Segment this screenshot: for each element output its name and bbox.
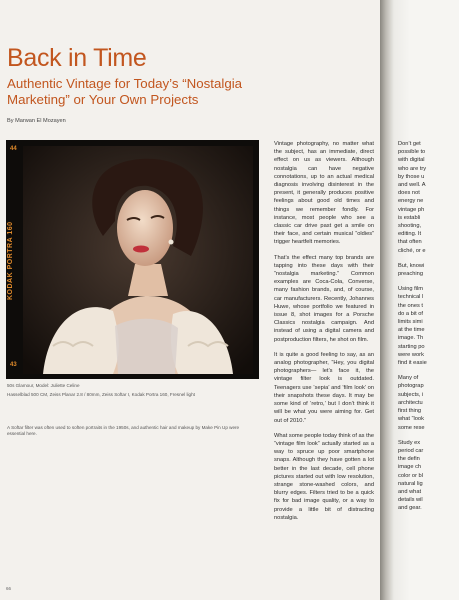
- next-page-line: Many of: [398, 375, 419, 382]
- next-page-line: and well. A: [398, 182, 426, 189]
- next-page-paragraph: [398, 262, 459, 278]
- next-page-line: some rese: [398, 424, 425, 431]
- next-page-line: cliché, or e: [398, 247, 426, 254]
- article-byline: By Marwan El Mozayen: [7, 118, 66, 124]
- next-page-line: Using film: [398, 286, 423, 293]
- next-page-line: the ones t: [398, 302, 423, 309]
- next-page-line: what “look: [398, 416, 424, 423]
- next-page-line: period car: [398, 447, 424, 454]
- next-page-line: preaching: [398, 271, 423, 278]
- next-page-line: at the time: [398, 327, 425, 334]
- next-page-paragraph: [398, 140, 459, 255]
- next-page-line: limits simi: [398, 319, 423, 326]
- next-page-line: technical l: [398, 294, 424, 301]
- body-column: [274, 140, 374, 529]
- next-page-line: that often: [398, 239, 422, 246]
- next-page-line: subjects, i: [398, 391, 424, 398]
- next-page-line: with digital: [398, 157, 425, 164]
- next-page-line: details wil: [398, 497, 423, 504]
- frame-number-top: 44: [10, 146, 17, 152]
- next-page-paragraph: [398, 439, 459, 513]
- body-paragraph: It is quite a good feeling to say, as an analog photographer, “Hey, you digital photographers— let’s face it, the vintage filter look is outdated. Teenagers use ‘sepia’ and ‘film look’ on their snapshots these days. It may be some kind of ‘retro,’ but I don’t think it will be what you were aiming for. Get out of 2010.”: [274, 351, 374, 424]
- film-photo: [6, 140, 259, 379]
- page-number: 66: [6, 586, 12, 591]
- film-edge-label: KODAK PORTRA 160: [7, 221, 14, 300]
- next-page-line: the defin: [398, 456, 420, 463]
- next-page-paragraph: [398, 285, 459, 367]
- next-page-line: were work: [398, 351, 424, 358]
- next-page-line: image. Th: [398, 335, 424, 342]
- article-subtitle: Authentic Vintage for Today’s “Nostalgia Marketing” or Your Own Projects: [7, 76, 243, 107]
- photo-caption-title: 50s Glamour, Model: Juliette Celine: [7, 383, 80, 388]
- next-page-line: Study ex: [398, 439, 421, 446]
- next-page-line: by those u: [398, 173, 425, 180]
- next-page-line: and gear.: [398, 505, 422, 512]
- next-page-paragraph: [398, 374, 459, 431]
- body-paragraph: That’s the effect many top brands are tapping into these days with their “nostalgia marketing.” Common examples are Coca-Cola, Converse, many fashion brands, and, of course, car manufacturers. Recently, Johannes Huwe, whose portfolio we featured in issue 8, shot images for a Porsche Classics nostalgia campaign. And instead of using a digital camera and postproduction filters, he shot on film.: [274, 254, 374, 343]
- photo-caption-note: A Softar filter was often used to soften portraits in the 1950s, and authentic hair and makeup by Make Pin Up were essential here.: [7, 425, 240, 436]
- portrait-image: [23, 146, 253, 374]
- next-page-line: natural lig: [398, 480, 423, 487]
- next-page-line: shooting,: [398, 223, 422, 230]
- article-title: Back in Time: [7, 44, 147, 72]
- next-page-line: architectu: [398, 399, 423, 406]
- next-page-line: starting po: [398, 343, 425, 350]
- next-page-line: do a bit of: [398, 310, 423, 317]
- next-page-line: possible to: [398, 149, 426, 156]
- next-page-line: But, knowi: [398, 262, 425, 269]
- next-page-line: vintage ph: [398, 206, 425, 213]
- next-page-column: [398, 140, 459, 520]
- body-paragraph: What some people today think of as the “vintage film look” actually started as a way to spruce up poor smartphone snaps. Although they have gotten a lot better in the last decade, cell phone pictures started out with low resolution, strange stone-washed colors, and blurry edges. Filters tried to be a quick fix for bad image quality, or a way to provide a little bit of distracting nostalgia.: [274, 432, 374, 521]
- next-page-line: color or bl: [398, 472, 423, 479]
- next-page-line: does not: [398, 190, 420, 197]
- next-page-line: is establi: [398, 214, 421, 221]
- next-page-line: and what: [398, 488, 422, 495]
- next-page-line: editing. It: [398, 231, 422, 238]
- next-page-line: photograp: [398, 383, 424, 390]
- next-page-line: image ch: [398, 464, 422, 471]
- next-page-line: first thing: [398, 408, 422, 415]
- next-page-line: find it easie: [398, 360, 427, 367]
- portrait-illustration: [23, 146, 253, 374]
- next-page-line: who are try: [398, 165, 427, 172]
- next-page-line: Don’t get: [398, 141, 421, 147]
- body-paragraph: Vintage photography, no matter what the subject, has an immediate, direct effect on us as viewers. Although nostalgia can have negative connotations, up to an actual medical diagnosis involving disinterest in the present, it generally produces positive feelings about good old times and things we remember fondly. For instance, most people who see a classic car drive past get a smile on their face, and certain musical “oldies” trigger heartfelt memories.: [274, 141, 374, 246]
- photo-caption-gear: Hasselblad 500 CM, Zeiss Planar 2.8 / 80mm, Zeiss Softar I, Kodak Portra 160, Fresnel light: [7, 392, 195, 397]
- next-page-line: energy ne: [398, 198, 424, 205]
- frame-number-bottom: 43: [10, 362, 17, 368]
